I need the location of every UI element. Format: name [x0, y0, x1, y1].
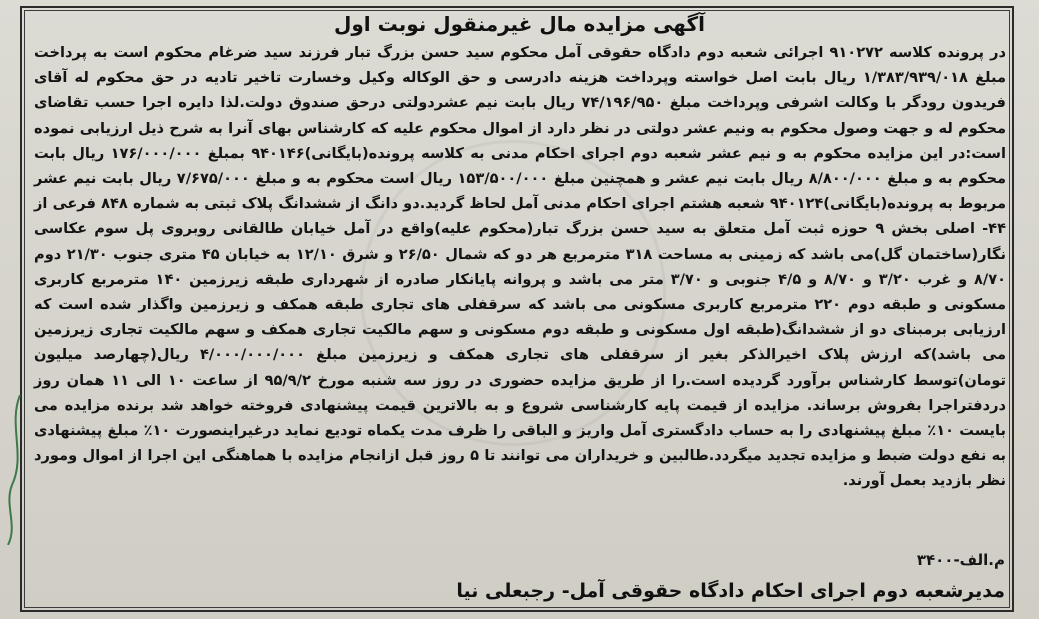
notice-title: آگهی مزایده مال غیرمنقول نوبت اول [333, 12, 705, 36]
signature-line: مدیرشعبه دوم اجرای احکام دادگاه حقوقی آمل- رجبعلی نیا [456, 580, 1005, 602]
notice-paragraph: در پرونده کلاسه ۹۱۰۲۷۲ اجرائی شعبه دوم دادگاه حقوقی آمل محکوم سید حسن بزرگ تبار فرزند سید ضرغام محکوم است به پرداخت مبلغ ۱/۳۸۳/۹۳۹/۰۱۸ ریال بابت اصل خواسته وپرداخت هزینه دادرسی و حق الوکاله وکیل وخسارت تاخیر تادیه در حق محکوم له آقای فریدون رودگر با وکالت اشرفی وپرداخت مبلغ ۷۴/۱۹۶/۹۵۰ ریال بابت نیم عشردولتی درحق صندوق دولت.لذا دایره اجرا حسب تقاضای محکوم له و جهت وصول محکوم به ونیم عشر دولتی در نظر دارد از اموال محکوم علیه که کارشناس بهای آنرا به شرح ذیل ارزیابی نموده است:در این مزایده محکوم به و نیم عشر شعبه دوم اجرای احکام مدنی به کلاسه پرونده(بایگانی)۹۴۰۱۴۶ بمبلغ ۱۷۶/۰۰۰/۰۰۰ ریال بابت محکوم به و مبلغ ۸/۸۰۰/۰۰۰ ریال بابت نیم عشر و همچنین مبلغ ۱۵۳/۵۰۰/۰۰۰ ریال است محکوم به و مبلغ ۷/۶۷۵/۰۰۰ ریال بابت نیم عشر مربوط به پرونده(بایگانی)۹۴۰۱۲۴ شعبه هشتم اجرای احکام مدنی آمل لحاظ گردید.دو دانگ از ششدانگ پلاک ثبتی به شماره ۸۴۸ فرعی از ۴۴- اصلی بخش ۹ حوزه ثبت آمل متعلق به سید حسن بزرگ تبار(محکوم علیه)واقع در آمل خیابان طالقانی روبروی پل سوم عکاسی نگار(ساختمان گل)می باشد که زمینی به مساحت ۳۱۸ مترمربع هر دو که شمال ۲۶/۵۰ و شرق ۱۲/۱۰ به خیابان ۴۵ متری جنوب ۲۱/۳۰ دوم ۸/۷۰ و غرب ۳/۲۰ و ۸/۷۰ و ۴/۵ جنوبی و ۳/۷۰ متر می باشد و پروانه پایانکار صادره از شهرداری طبقه زیرزمین ۱۴۰ مترمربع کاربری مسکونی و طبقه دوم ۲۲۰ مترمربع کاربری مسکونی می باشد که سرقفلی های تجاری طبقه همکف و زیرزمین واگذار شده است که ارزیابی برمبنای دو از ششدانگ(طبقه اول مسکونی و طبقه دوم مسکونی و سهم مالکیت تجاری همکف و سهم مالکیت تجاری زیرزمین می باشد)که ارزش پلاک اخیرالذکر بغیر از سرقفلی های تجاری همکف و زیرزمین مبلغ ۴/۰۰۰/۰۰۰/۰۰۰ ریال(چهارصد میلیون تومان)توسط کارشناس برآورد گردیده است.را از طریق مزایده حضوری در روز سه شنبه مورخ ۹۵/۹/۲ از ساعت ۱۰ الی ۱۱ همان روز دردفتراجرا بفروش برساند. مزایده از قیمت پایه کارشناسی شروع و به بالاترین قیمت پیشنهادی فروخته خواهد شد برنده مزایده می بایست ۱۰٪ مبلغ پیشنهادی را به حساب دادگستری آمل واریز و الباقی را ظرف مدت یکماه تودیع نماید درغیراینصورت ۱۰٪ مبلغ پیشنهادی به نفع دولت ضبط و مزایده تجدید میگردد.طالبین و خریداران می توانند تا ۵ روز قبل ازانجام مزایده با هماهنگی این اجرا از اموال ومورد نظر بازدید بعمل آورند. [34, 44, 1007, 490]
reference-code: م.الف-۳۴۰۰ [916, 551, 1005, 569]
notice-body [34, 40, 1006, 494]
